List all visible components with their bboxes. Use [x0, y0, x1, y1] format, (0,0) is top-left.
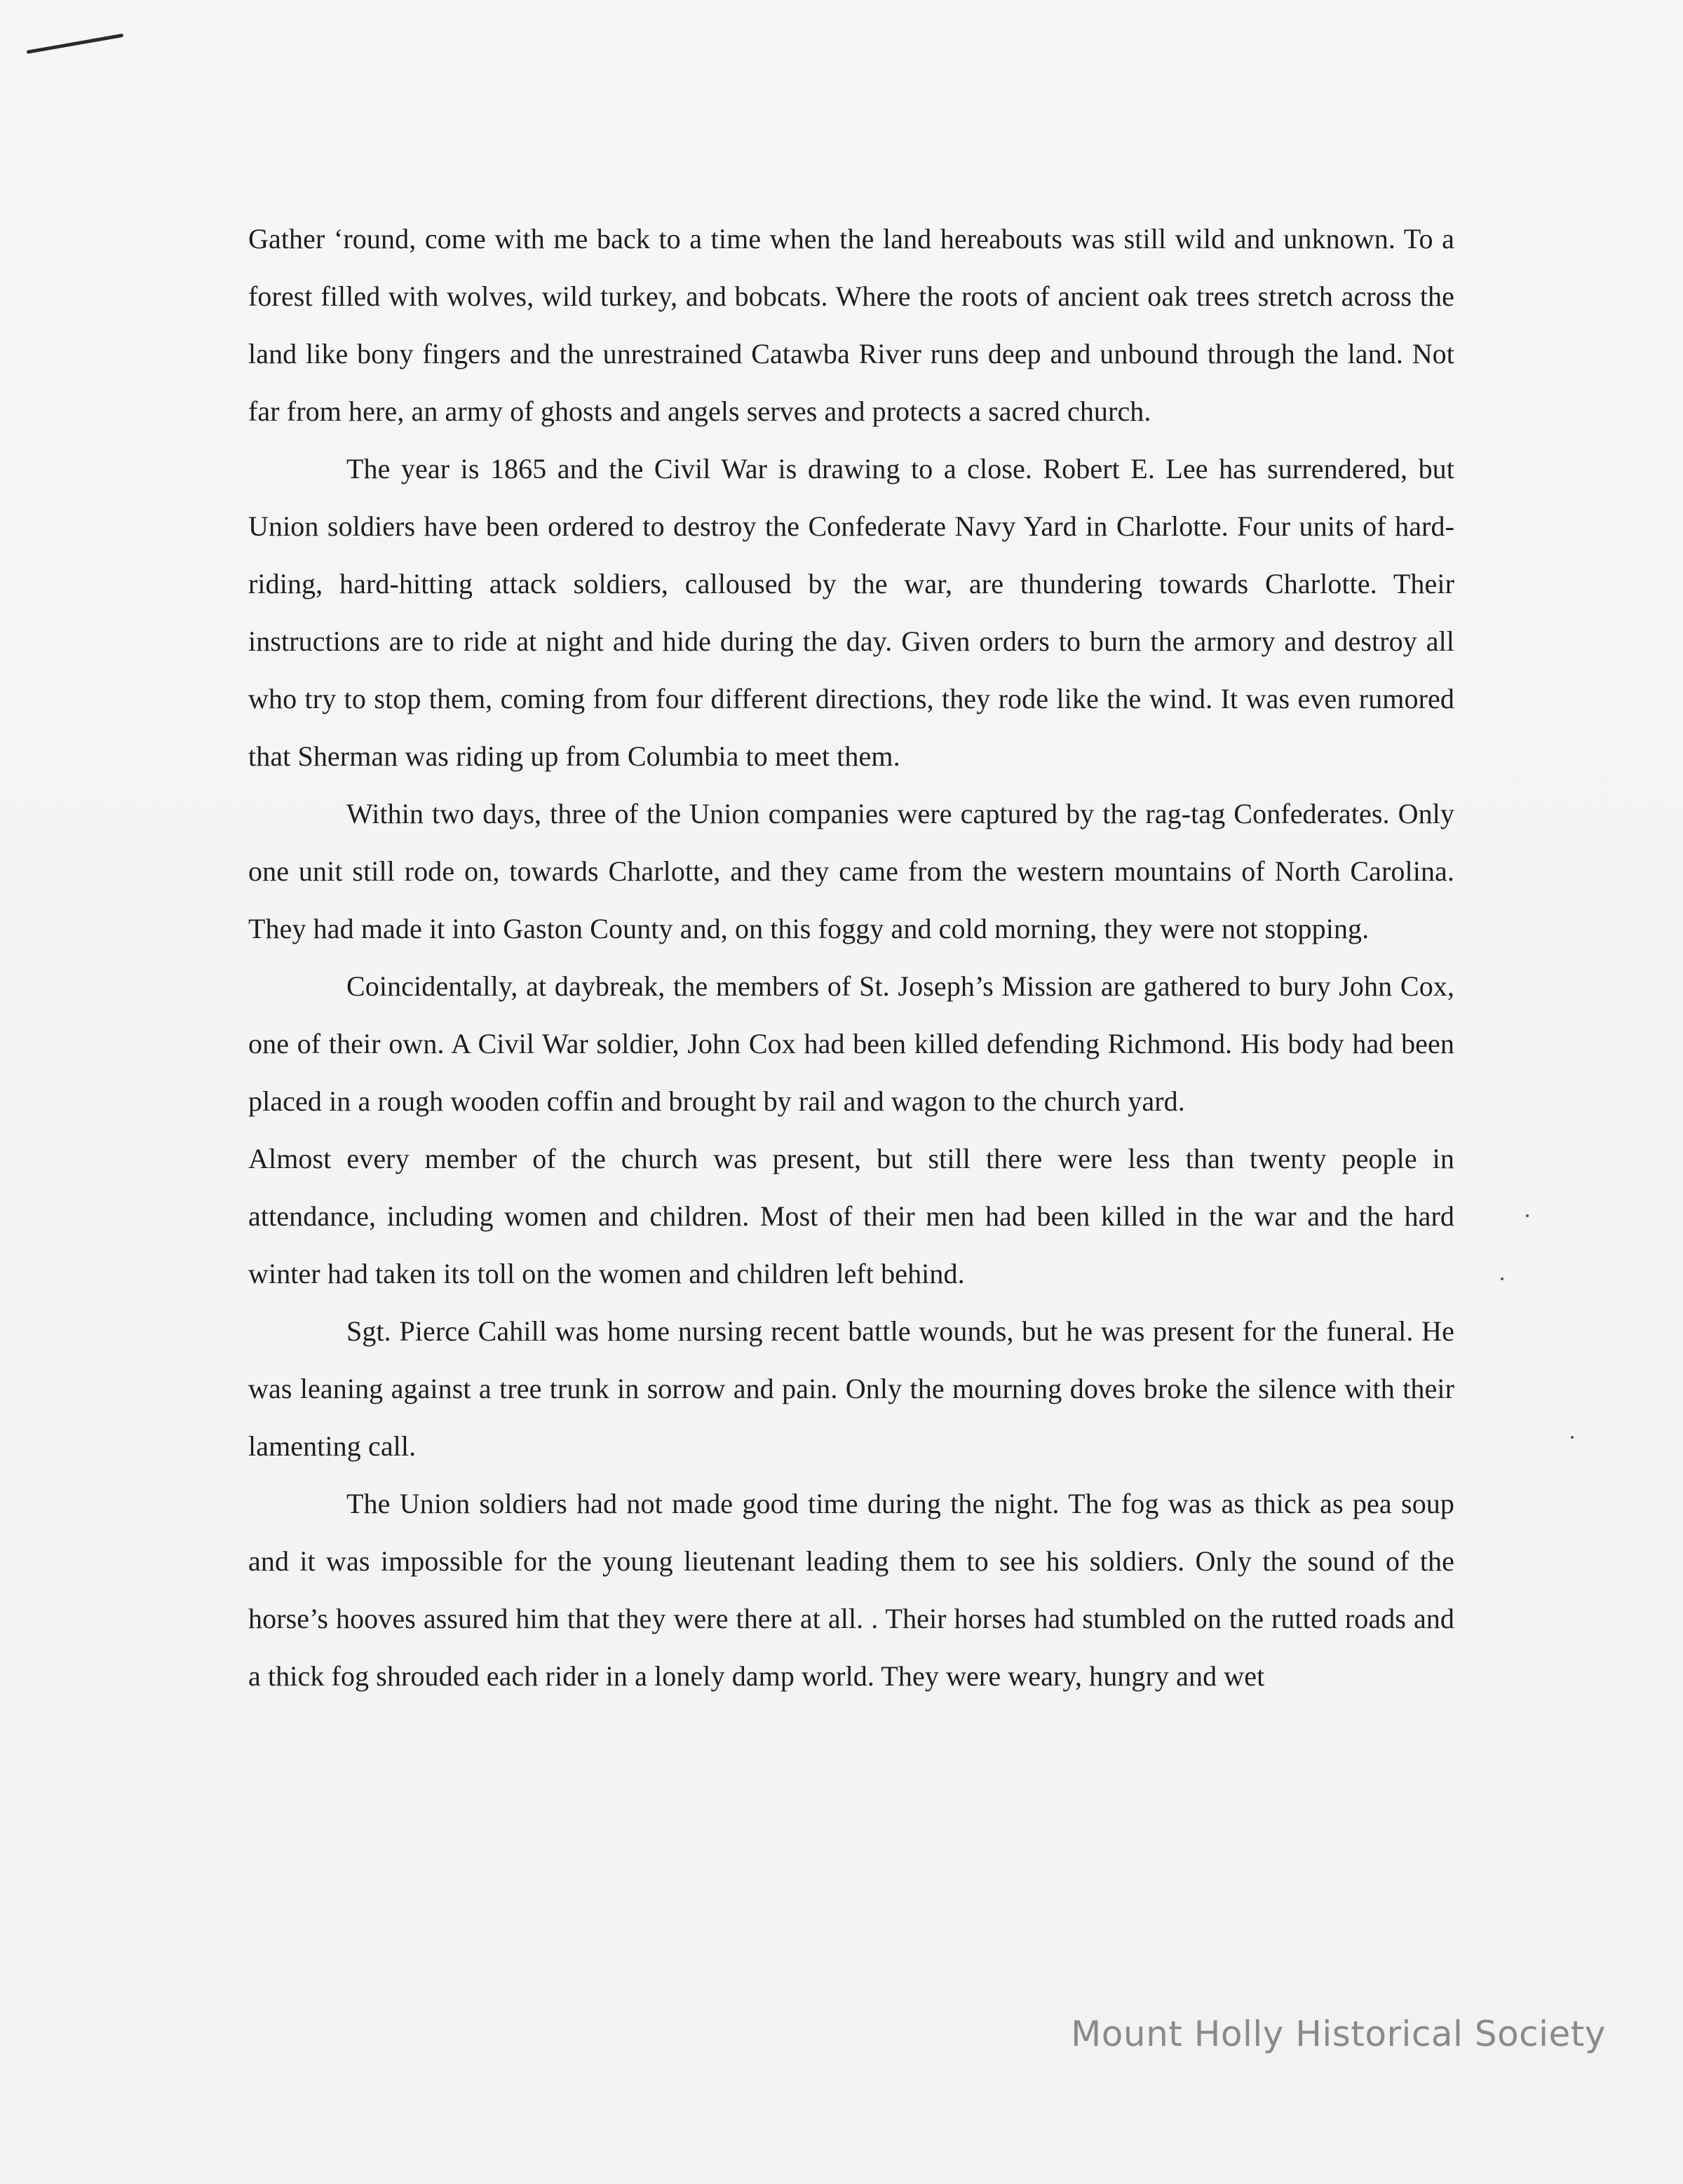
paragraph-7: The Union soldiers had not made good time during the night. The fog was as thick as pea soup and it was impossible for the young lieutenant leading them to see his soldiers. Only the sound of the horse’s hooves assured him that they were there at all. . Their horses had stumbled on the rutted roads and a thick fog shrouded each rider in a lonely damp world. They were weary, hungry and wet	[248, 1488, 1454, 1692]
ink-speck	[1526, 1214, 1529, 1217]
paragraph-5: Almost every member of the church was present, but still there were less than twenty people in attendance, including women and children. Most of their men had been killed in the war and the hard winter had taken its toll on the women and children left behind.	[248, 1143, 1454, 1289]
paragraph-6: Sgt. Pierce Cahill was home nursing recent battle wounds, but he was present for the funeral. He was leaning against a tree trunk in sorrow and pain. Only the mourning doves broke the silence with their lamenting call.	[248, 1315, 1454, 1462]
body-text	[248, 210, 1454, 1705]
paragraph-3: Within two days, three of the Union companies were captured by the rag-tag Confederates. Only one unit still rode on, towards Charlotte, and they came from the western mountains of North Carolina. They had made it into Gaston County and, on this foggy and cold morning, they were not stopping.	[248, 798, 1454, 944]
staple-mark	[27, 34, 124, 54]
watermark-text: Mount Holly Historical Society	[1071, 2014, 1606, 2054]
ink-speck	[1571, 1436, 1574, 1439]
paragraph-1: Gather ‘round, come with me back to a time when the land hereabouts was still wild and unknown. To a forest filled with wolves, wild turkey, and bobcats. Where the roots of ancient oak trees stretch across the land like bony fingers and the unrestrained Catawba River runs deep and unbound through the land. Not far from here, an army of ghosts and angels serves and protects a sacred church.	[248, 223, 1454, 427]
paragraph-2: The year is 1865 and the Civil War is drawing to a close. Robert E. Lee has surrendered, but Union soldiers have been ordered to destroy the Confederate Navy Yard in Charlotte. Four units of hard-riding, hard-hitting attack soldiers, calloused by the war, are thundering towards Charlotte. Their instructions are to ride at night and hide during the day. Given orders to burn the armory and destroy all who try to stop them, coming from four different directions, they rode like the wind. It was even rumored that Sherman was riding up from Columbia to meet them.	[248, 453, 1454, 772]
ink-speck	[1501, 1277, 1503, 1280]
paragraph-4: Coincidentally, at daybreak, the members of St. Joseph’s Mission are gathered to bury John Cox, one of their own. A Civil War soldier, John Cox had been killed defending Richmond. His body had been placed in a rough wooden coffin and brought by rail and wagon to the church yard.	[248, 970, 1454, 1117]
